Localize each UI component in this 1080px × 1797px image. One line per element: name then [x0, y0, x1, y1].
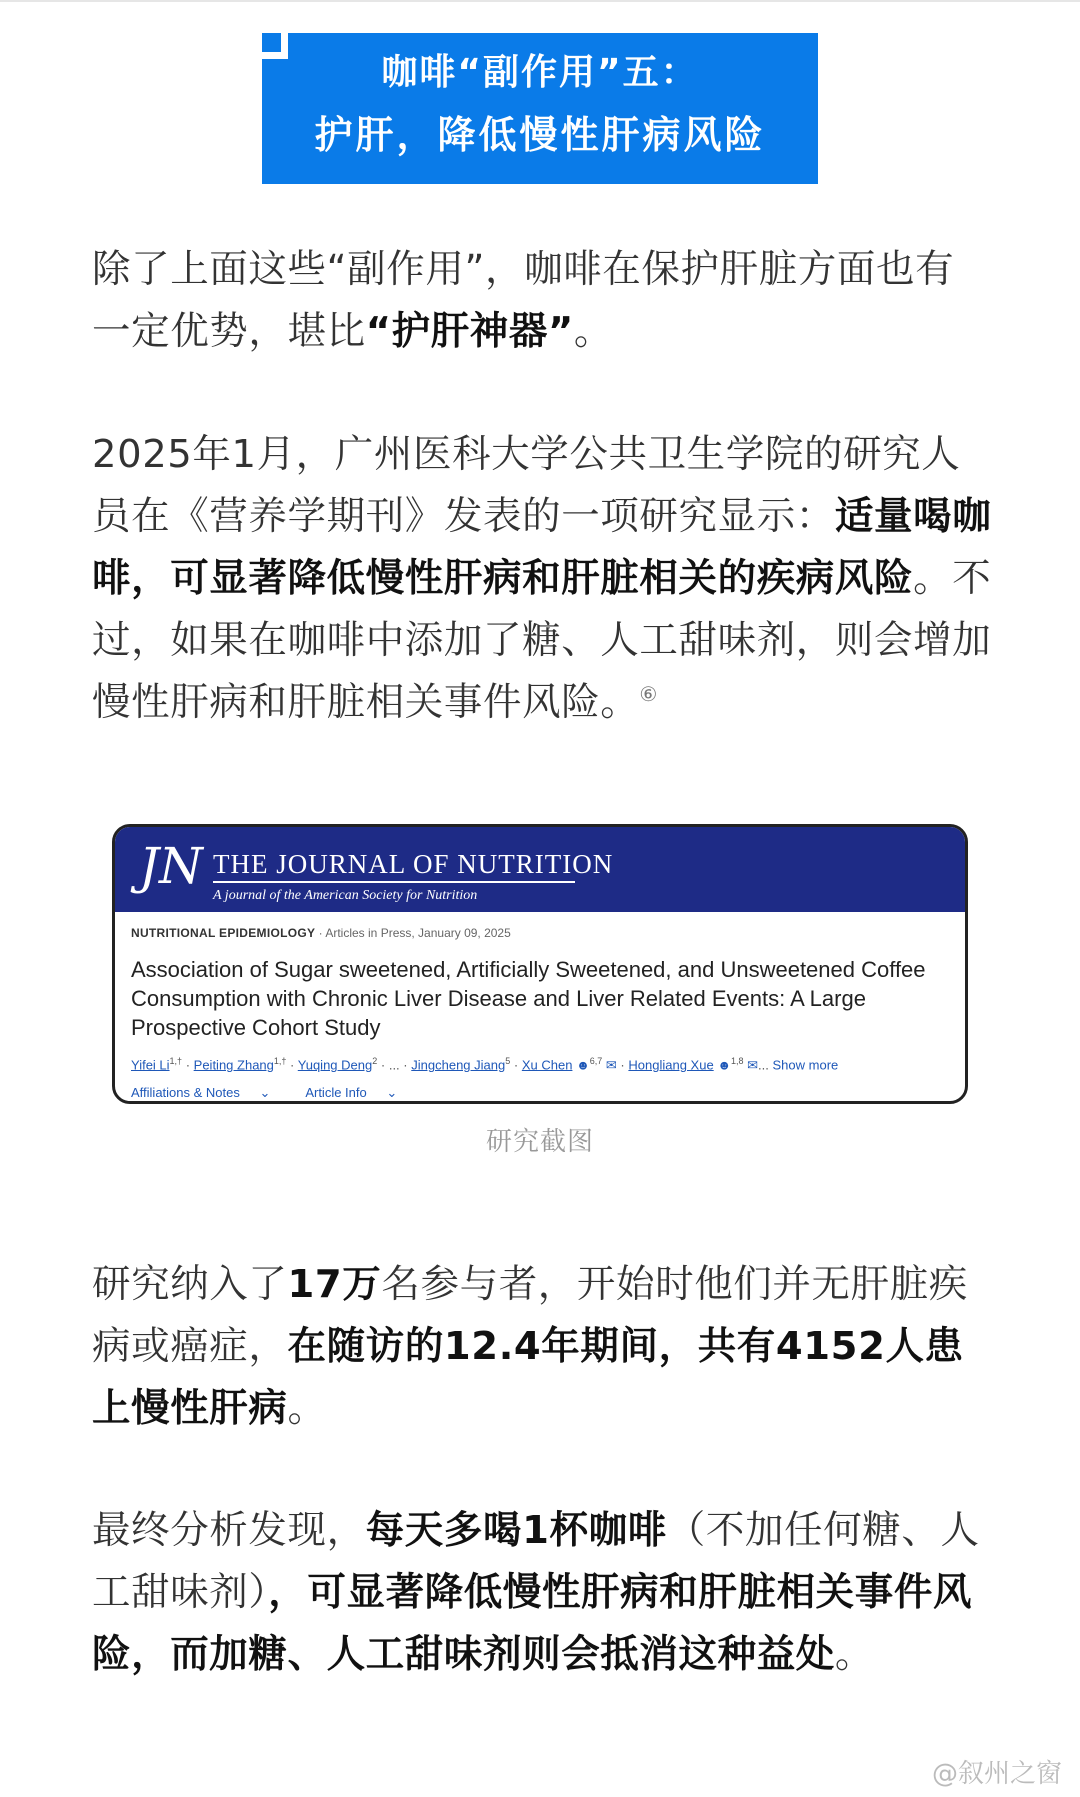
paragraph-text: （不加任何糖、人工甜味剂） [92, 1508, 980, 1615]
person-icon[interactable]: ☻ [576, 1057, 590, 1073]
author-sup: 6,7 [589, 1056, 603, 1066]
journal-logo: JN [139, 837, 203, 895]
paragraph-text: 研究纳入了 [92, 1262, 288, 1307]
journal-name: THE JOURNAL OF NUTRITION [213, 849, 614, 879]
watermark: @叙州之窗 [931, 1759, 1062, 1789]
affiliations-toggle[interactable] [131, 1085, 286, 1100]
author-link[interactable]: Jingcheng Jiang [411, 1057, 506, 1073]
top-divider [0, 0, 1080, 2]
paragraph-text: 。 [287, 1386, 327, 1431]
article-info [131, 925, 951, 1102]
show-more-link[interactable]: Show more [772, 1057, 839, 1073]
paragraph-participants [92, 1254, 992, 1440]
reference-marker[interactable]: ⑥ [639, 682, 658, 707]
author-sup: 1,† [273, 1056, 287, 1066]
author-separator: · [620, 1057, 625, 1073]
mail-icon[interactable]: ✉ [747, 1057, 759, 1073]
chevron-down-icon: ⌄ [386, 1085, 398, 1101]
meta-separator: · [318, 926, 323, 940]
paragraph-text: 名参与者，开始时他们并无肝脏疾病或癌症， [92, 1262, 968, 1369]
section-banner [262, 33, 818, 184]
author-sup: 1,8 [731, 1056, 744, 1066]
article-title[interactable]: Association of Sugar sweetened, Artificially Sweetened, and Unsweetened Coffee Consumption with Chronic Liver Disease and Liver Related Events: A Large Prospective Cohort Study [131, 957, 926, 1040]
author-sup: 1,† [169, 1056, 183, 1066]
paragraph-conclusion [92, 1500, 992, 1686]
author-separator: · [380, 1057, 386, 1073]
author-link[interactable]: Yifei Li [131, 1057, 170, 1073]
article-status: Articles in Press [325, 926, 412, 940]
paragraph-text: 。 [834, 1632, 875, 1677]
author-sup: 2 [372, 1056, 378, 1066]
paragraph-study [92, 424, 992, 734]
author-separator: · [403, 1057, 408, 1073]
author-separator: · [513, 1057, 519, 1073]
image-caption: 研究截图 [485, 1127, 594, 1157]
journal-header [115, 827, 965, 912]
author-sup: 5 [505, 1056, 511, 1066]
article-date: , January 09, 2025 [411, 926, 511, 940]
author-link[interactable]: Hongliang Xue [628, 1057, 714, 1073]
banner-title-line1: 咖啡“副作用”五： [381, 52, 699, 93]
paragraph-bold: “护肝神器” [365, 309, 574, 354]
mail-icon[interactable]: ✉ [605, 1057, 617, 1073]
article-info-label: Article Info [305, 1085, 367, 1101]
author-list [131, 1052, 951, 1074]
author-separator: · [185, 1057, 191, 1073]
paragraph-bold: 适量喝咖啡，可显著降低慢性肝病和肝脏相关的疾病风险 [92, 494, 992, 601]
journal-subtitle: A journal of the American Society for Nutrition [213, 888, 478, 903]
article-links [131, 1084, 951, 1102]
affiliations-label: Affiliations & Notes [131, 1085, 240, 1101]
paragraph-bold: 在随访的12.4年期间，共有4152人患上慢性肝病 [92, 1324, 964, 1431]
journal-name-underline [213, 881, 575, 883]
paragraph-bold: 每天多喝1杯咖啡 [365, 1508, 667, 1553]
banner-title-line2: 护肝，降低慢性肝病风险 [314, 113, 766, 157]
paragraph-bold: ，可显著降低慢性肝病和肝脏相关事件风险，而加糖、人工甜味剂则会抵消这种益处 [92, 1570, 973, 1677]
paragraph-text: 。 [573, 309, 614, 354]
author-link[interactable]: Peiting Zhang [193, 1057, 274, 1073]
author-link[interactable]: Yuqing Deng [297, 1057, 373, 1073]
article-info-toggle[interactable] [305, 1085, 413, 1100]
chevron-down-icon: ⌄ [259, 1085, 271, 1101]
author-link[interactable]: Xu Chen [521, 1057, 573, 1073]
paragraph-intro [92, 239, 992, 363]
article-section: NUTRITIONAL EPIDEMIOLOGY [131, 926, 316, 940]
paragraph-text: 。不过，如果在咖啡中添加了糖、人工甜味剂，则会增加慢性肝病和肝脏相关事件风险。 [92, 556, 992, 725]
author-separator: · [290, 1057, 295, 1073]
person-icon[interactable]: ☻ [717, 1057, 731, 1073]
paragraph-bold: 17万 [287, 1262, 382, 1307]
journal-screenshot-card [112, 824, 968, 1104]
paragraph-text: 最终分析发现， [92, 1508, 366, 1553]
paragraph-text: 2025年1月，广州医科大学公共卫生学院的研究人员在《营养学期刊》发表的一项研究显示： [92, 432, 961, 539]
paragraph-text: 除了上面这些“副作用”，咖啡在保护肝脏方面也有一定优势，堪比 [92, 247, 955, 354]
author-ellipsis: ... [758, 1057, 769, 1073]
author-ellipsis: ... [388, 1057, 400, 1073]
article-meta [131, 925, 951, 941]
